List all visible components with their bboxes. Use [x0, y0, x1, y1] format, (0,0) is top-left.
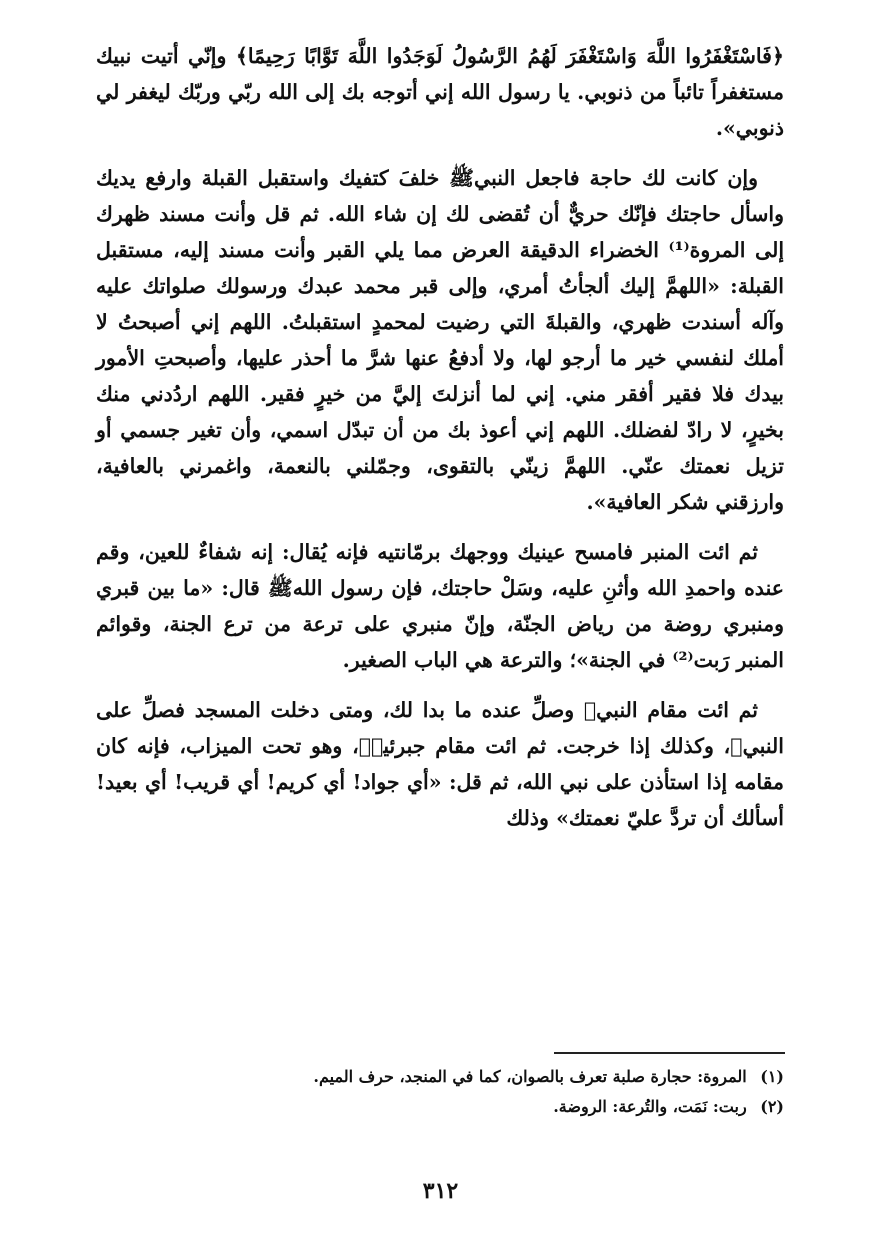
paragraph-1: ﴿فَاسْتَغْفَرُوا اللَّهَ وَاسْتَغْفَرَ لَهُمُ الرَّسُولُ لَوَجَدُوا اللَّهَ تَوَّابًا رَحِيمًا﴾ وإنّي أتيت نبيك مستغفراً تائباً من ذنوبي. يا رسول الله إني أتوجه بك إلى الله ربّي وربّك ليغفر لي ذنوبي».: [96, 44, 784, 140]
footnote-number: (٢): [760, 1097, 784, 1116]
footnote-text: المروة: حجارة صلبة تعرف بالصوان، كما في المنجد، حرف الميم.: [313, 1067, 747, 1086]
paragraph-3: ثم ائت المنبر فامسح عينيك ووجهك برمّانتيه فإنه يُقال: إنه شفاءٌ للعين، وقم عنده واحمدِ الله وأثنِ عليه، وسَلْ حاجتك، فإن رسول اللهﷺ قال: «ما بين قبري ومنبري روضة من رياض الجنّة، وإنّ منبري على ترعة من ترع الجنة، وقوائم المنبر رَبت⁽²⁾ في الجنة»؛ والترعة هي الباب الصغير.: [96, 540, 784, 672]
footnote-number: (١): [760, 1067, 784, 1086]
footnote-text: ربت: نَمَت، والتُرعة: الروضة.: [553, 1097, 747, 1116]
paragraph-2: وإن كانت لك حاجة فاجعل النبيﷺ خلفَ كتفيك واستقبل القبلة وارفع يديك واسأل حاجتك فإنّك حريٌّ أن تُقضى لك إن شاء الله. ثم قل وأنت مسند ظهرك إلى المروة⁽¹⁾ الخضراء الدقيقة العرض مما يلي القبر وأنت مسند إليه، مستقبل القبلة: «اللهمَّ إليك ألجأتُ أمري، وإلى قبر محمد عبدك ورسولك صلواتك عليه وآله أسندت ظهري، والقبلةَ التي رضيت لمحمدٍ استقبلتُ. اللهم إني أصبحتُ لا أملك لنفسي خير ما أرجو لها، ولا أدفعُ عنها شرَّ ما أحذر عليها، وأصبحتِ الأمور بيدك فلا فقير أفقر مني. إني لما أنزلتَ إليَّ من خيرٍ فقير. اللهم اردُدني منك بخيرٍ، لا رادّ لفضلك. اللهم إني أعوذ بك من أن تبدّل اسمي، وأن تغير جسمي أو تزيل نعمتك عنّي. اللهمَّ زينّي بالتقوى، وجمّلني بالنعمة، واغمرني بالعافية، وارزقني شكر العافية».: [96, 166, 785, 514]
footnote-2: [150, 1092, 784, 1122]
page-number: ٣١٢: [422, 1178, 459, 1204]
footnotes: [150, 1062, 784, 1122]
main-text: [96, 38, 784, 850]
paragraph-4: ثم ائت مقام النبيﷺ وصلِّ عنده ما بدا لك، ومتى دخلت المسجد فصلِّ على النبيﷺ، وكذلك إذا خرجت. ثم ائت مقام جبرئيلؑ، وهو تحت الميزاب، فإنه كان مقامه إذا استأذن على نبي الله، ثم قل: «أي جواد! أي كريم! أي قريب! أي بعيد! أسألك أن تردَّ عليّ نعمتك» وذلك: [96, 698, 784, 830]
footnote-1: [150, 1062, 784, 1092]
footnote-divider: [554, 1052, 785, 1054]
